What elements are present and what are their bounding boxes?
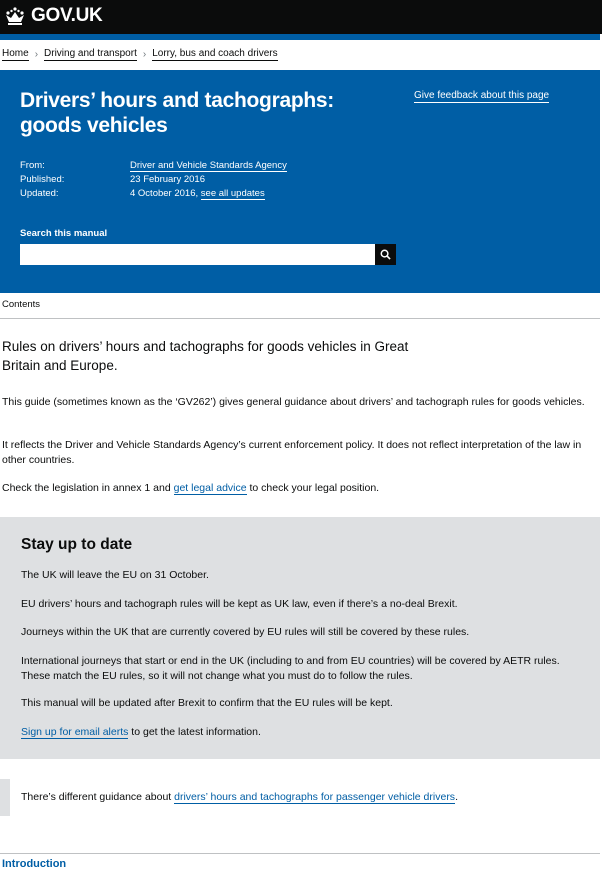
see-all-updates-link[interactable]: see all updates (200, 188, 265, 199)
govuk-logo-link[interactable] (4, 5, 102, 27)
get-legal-advice-link[interactable]: get legal advice (173, 482, 247, 494)
breadcrumb (2, 48, 278, 61)
callout-paragraph: This manual will be updated after Brexit to confirm that the EU rules will be kept. (21, 697, 393, 709)
updated-date: 4 October 2016, (130, 188, 201, 199)
contents-label: Contents (2, 299, 41, 310)
callout-paragraph: International journeys that start or end in the UK (including to and from EU countries) will be covered by AETR rules. These match the EU rules, so it will not change what you must do to follow the rules. (21, 655, 560, 682)
metadata (20, 159, 287, 201)
stay-up-to-date-callout (0, 517, 600, 759)
organisation-link[interactable]: Driver and Vehicle Standards Agency (130, 160, 287, 171)
intro-paragraph-1: This guide (sometimes known as the ‘GV262’) gives general guidance about drivers’ and tachograph rules for goods vehicles. (2, 396, 585, 408)
breadcrumb-lorry-bus-coach[interactable]: Lorry, bus and coach drivers (152, 48, 278, 59)
breadcrumb-home[interactable]: Home (2, 48, 29, 59)
published-date: 23 February 2016 (130, 174, 205, 185)
chevron-right-icon: › (34, 49, 39, 60)
email-alerts-link[interactable]: Sign up for email alerts (21, 726, 129, 738)
intro-paragraph-2: It reflects the Driver and Vehicle Standards Agency’s current enforcement policy. It does not reflect interpretation of the law in other countries. (2, 439, 582, 466)
callout-paragraph: EU drivers’ hours and tachograph rules will be kept as UK law, even if there’s a no-deal Brexit. (21, 598, 458, 610)
inset-border (0, 779, 10, 816)
callout-title: Stay up to date (21, 536, 133, 553)
crown-icon (4, 6, 26, 26)
site-header (0, 0, 602, 34)
header-blue-bar (0, 34, 600, 40)
updated-label: Updated: (20, 188, 59, 199)
divider (0, 318, 600, 319)
published-label: Published: (20, 174, 65, 185)
callout-paragraph: The UK will leave the EU on 31 October. (21, 569, 209, 581)
lead-paragraph: Rules on drivers’ hours and tachographs for goods vehicles in Great Britain and Europe. (2, 339, 409, 373)
logo-text: GOV.UK (31, 5, 103, 26)
search-manual-input[interactable] (20, 244, 375, 265)
introduction-section-link[interactable]: Introduction (2, 858, 67, 870)
callout-paragraph: Sign up for email alerts to get the latest information. (21, 726, 261, 738)
passenger-vehicle-guidance-link[interactable]: drivers’ hours and tachographs for passenger vehicle drivers (174, 791, 456, 803)
intro-paragraph-3: Check the legislation in annex 1 and get legal advice to check your legal position. (2, 482, 380, 494)
search-label: Search this manual (20, 228, 108, 239)
chevron-right-icon: › (142, 49, 147, 60)
give-feedback-link[interactable]: Give feedback about this page (414, 90, 550, 101)
breadcrumb-driving-and-transport[interactable]: Driving and transport (44, 48, 137, 59)
manual-header (0, 70, 600, 293)
page-title: Drivers’ hours and tachographs: goods vehicles (20, 89, 334, 137)
search-icon (380, 249, 391, 260)
inset-text: There’s different guidance about drivers’ hours and tachographs for passenger vehicle drivers. (21, 791, 458, 803)
from-label: From: (20, 160, 45, 171)
callout-paragraph: Journeys within the UK that are currently covered by EU rules will still be covered by these rules. (21, 626, 470, 638)
search-button[interactable] (375, 244, 396, 265)
divider (0, 853, 600, 854)
